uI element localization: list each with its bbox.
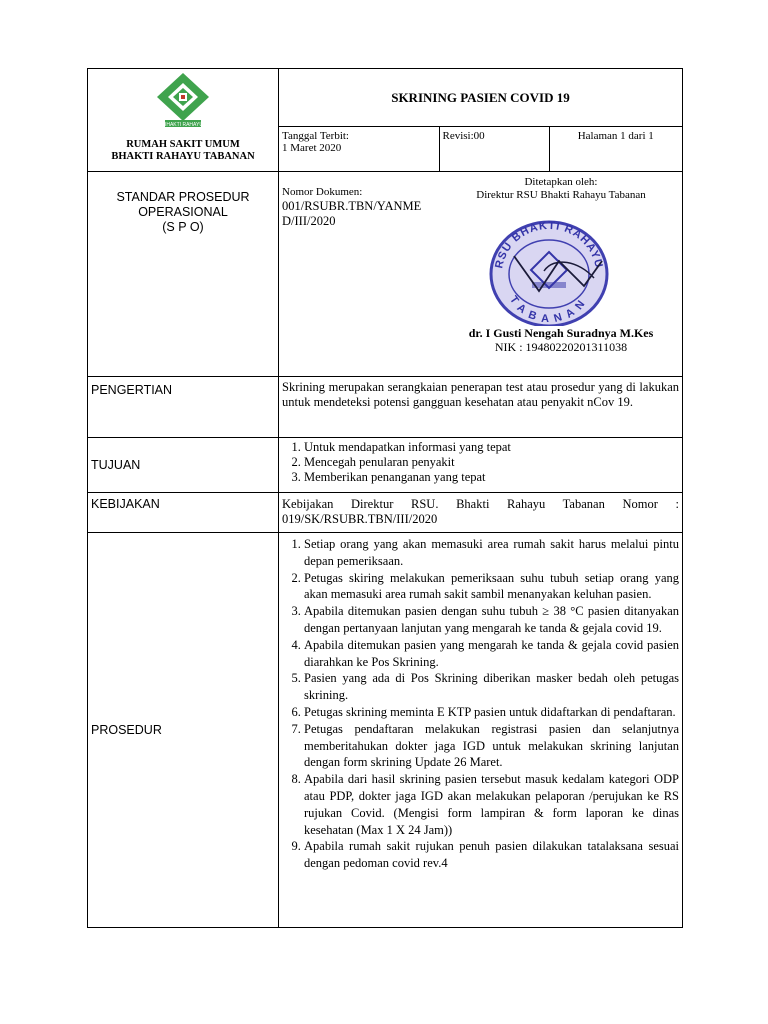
tujuan-item: 3. Memberikan penanganan yang tepat [304, 470, 679, 485]
doc-number: 001/RSUBR.TBN/YANMED/III/2020 [282, 199, 422, 228]
spo-detail-cell [279, 172, 683, 377]
signer-name: dr. I Gusti Nengah Suradnya M.Kes [468, 326, 654, 340]
date-value: 1 Maret 2020 [282, 142, 342, 154]
hospital-cell [88, 69, 279, 172]
hospital-line2: BHAKTI RAHAYU TABANAN [111, 151, 255, 162]
signer-nik: NIK : 19480220201311038 [494, 340, 628, 354]
hospital-stamp-icon [484, 216, 614, 326]
prosedur-item: 8. Apabila dari hasil skrining pasien tersebut masuk kedalam kategori ODP atau PDP, dokter jaga IGD akan melakukan pelaporan /perujukan ke RS rujukan Covid. (Mengisi form lampiran & form laporan ke dinas kesehatan (Max 1 X 24 Jam)) [304, 771, 679, 838]
spo-label [88, 172, 279, 377]
director-title: Direktur RSU Bhakti Rahayu Tabanan [476, 189, 646, 201]
prosedur-cell [279, 533, 683, 928]
prosedur-item: 3. Apabila ditemukan pasien dengan suhu tubuh ≥ 38 °C pasien ditanyakan dengan pertanyaan lanjutan yang mengarah ke tanda & gejala covid 19. [304, 603, 679, 637]
signer-block [439, 326, 683, 354]
revision: Revisi:00 [439, 127, 549, 171]
header-row [88, 69, 683, 172]
page-number: Halaman 1 dari 1 [549, 127, 682, 171]
tujuan-cell [279, 438, 683, 493]
pengertian-label: PENGERTIAN [88, 377, 279, 438]
date-label: Tanggal Terbit: [282, 130, 349, 142]
tujuan-item: 2. Mencegah penularan penyakit [304, 455, 679, 470]
document-title: SKRINING PASIEN COVID 19 [391, 90, 570, 105]
spo-row [88, 172, 683, 377]
title-cell [279, 69, 683, 172]
kebijakan-text: Kebijakan Direktur RSU. Bhakti Rahayu Tabanan Nomor : 019/SK/RSUBR.TBN/III/2020 [279, 493, 683, 533]
doc-number-label: Nomor Dokumen: [282, 186, 363, 198]
stamp-top-text: RSU BHAKTI RAHAYU [493, 219, 605, 270]
tujuan-row [88, 438, 683, 493]
kebijakan-label: KEBIJAKAN [88, 493, 279, 533]
pengertian-row [88, 377, 683, 438]
prosedur-item: 9. Apabila rumah sakit rujukan penuh pasien dilakukan tatalaksana sesuai dengan pedoman covid rev.4 [304, 838, 679, 872]
prosedur-item: 7. Petugas pendaftaran melakukan registrasi pasien dan selanjutnya memberitahukan dokter jaga IGD untuk melakukan skrining lanjutan dengan form skrining Update 26 Maret. [304, 721, 679, 771]
spo-line3: (S P O) [162, 220, 204, 234]
spo-line1: STANDAR PROSEDUR [116, 190, 250, 204]
document-number-block [282, 186, 432, 229]
stamp-bottom-text: TABANAN [507, 293, 591, 326]
prosedur-row [88, 533, 683, 928]
prosedur-item: 2. Petugas skiring melakukan pemeriksaan suhu tubuh setiap orang yang akan memasuki area rumah sakit sambil menanyakan keluhan pasien. [304, 570, 679, 604]
spo-line2: OPERASIONAL [138, 205, 228, 219]
hospital-logo-icon [153, 71, 213, 129]
hospital-name [88, 139, 278, 163]
prosedur-item: 6. Petugas skrining meminta E KTP pasien untuk didaftarkan di pendaftaran. [304, 704, 679, 721]
prosedur-list [282, 536, 679, 872]
spo-document [87, 68, 683, 928]
logo-text: BHAKTI RAHAYU [163, 122, 203, 128]
prosedur-item: 1. Setiap orang yang akan memasuki area rumah sakit harus melalui pintu depan pemeriksaan. [304, 536, 679, 570]
prosedur-item: 4. Apabila ditemukan pasien yang mengarah ke tanda & gejala covid pasien diarahkan ke Pos Skrining. [304, 637, 679, 671]
prosedur-item: 5. Pasien yang ada di Pos Skrining diberikan masker bedah oleh petugas skrining. [304, 670, 679, 704]
prosedur-label: PROSEDUR [88, 533, 279, 928]
tujuan-list [282, 440, 679, 485]
tujuan-label: TUJUAN [88, 438, 279, 493]
approval-block [439, 176, 683, 202]
issue-date [279, 127, 439, 171]
kebijakan-row [88, 493, 683, 533]
hospital-line1: RUMAH SAKIT UMUM [126, 139, 240, 150]
pengertian-text: Skrining merupakan serangkaian penerapan test atau prosedur yang di lakukan untuk mendeteksi potensi gangguan kesehatan atau penyakit nCov 19. [279, 377, 683, 438]
tujuan-item: 1. Untuk mendapatkan informasi yang tepat [304, 440, 679, 455]
established-by: Ditetapkan oleh: [524, 176, 598, 188]
